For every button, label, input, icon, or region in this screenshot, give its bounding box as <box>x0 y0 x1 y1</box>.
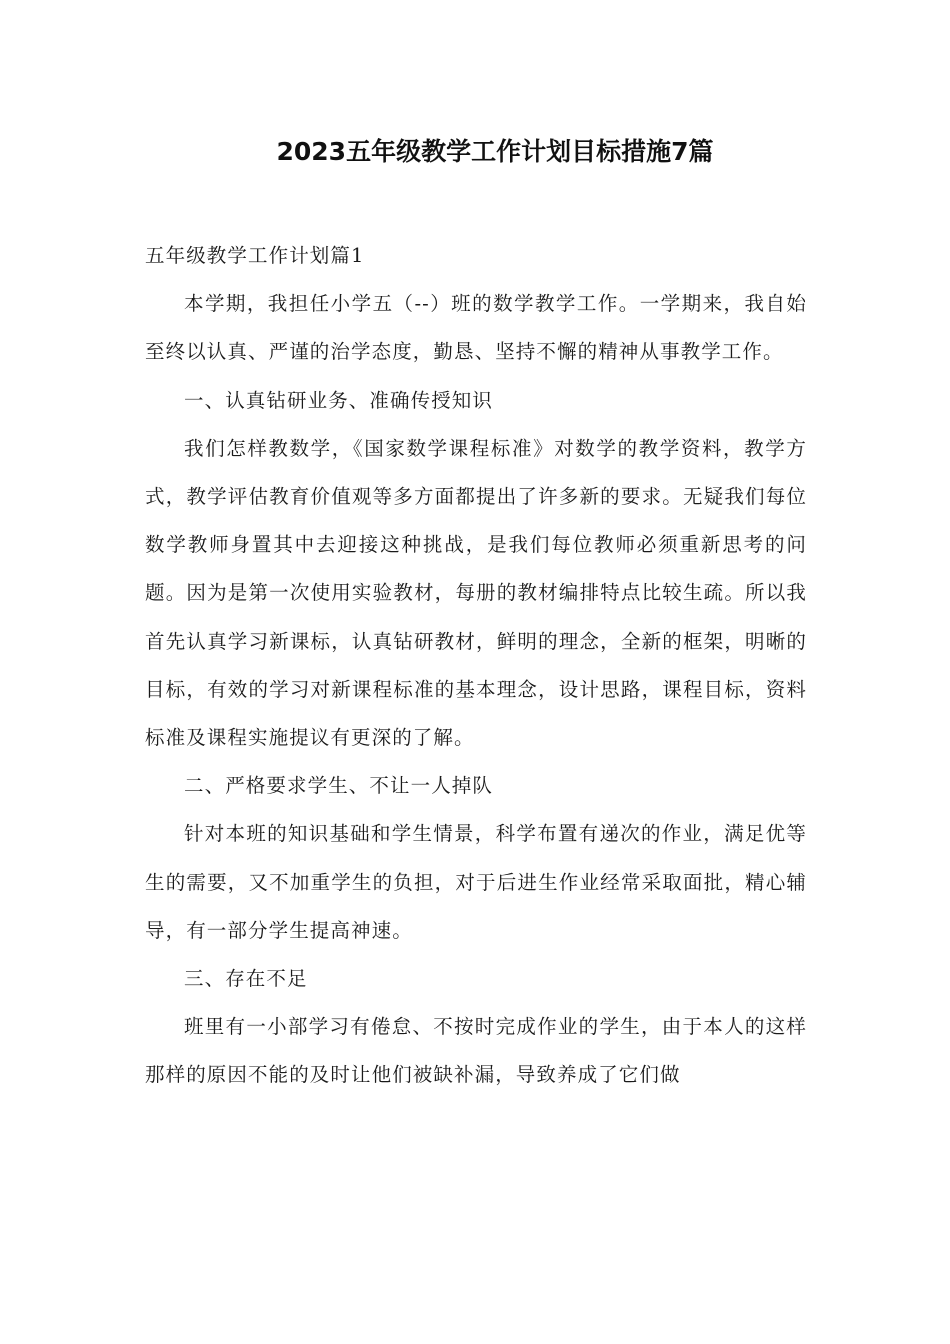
paragraph-three: 班里有一小部学习有倦怠、不按时完成作业的学生，由于本人的这样那样的原因不能的及时让他们被缺补漏，导致养成了它们做 <box>145 1015 807 1087</box>
heading-one: 一、认真钻研业务、准确传授知识 <box>184 388 494 412</box>
paragraph-one: 我们怎样教数学，《国家数学课程标准》对数学的教学资料，教学方式，教学评估教育价值观等多方面都提出了许多新的要求。无疑我们每位数学教师身置其中去迎接这种挑战，是我们每位教师必须重新思考的问题。因为是第一次使用实验教材，每册的教材编排特点比较生疏。所以我首先认真学习新课标，认真钻研教材，鲜明的理念，全新的框架，明晰的目标，有效的学习对新课程标准的基本理念，设计思路，课程目标，资料标准及课程实施提议有更深的了解。 <box>145 436 807 750</box>
section-title: 五年级教学工作计划篇1 <box>145 244 365 267</box>
document-title: 2023五年级教学工作计划目标措施7篇 <box>276 137 714 166</box>
heading-two: 二、严格要求学生、不让一人掉队 <box>184 774 494 798</box>
paragraph-two: 针对本班的知识基础和学生情景，科学布置有递次的作业，满足优等生的需要，又不加重学生的负担，对于后进生作业经常采取面批，精心辅导，有一部分学生提高神速。 <box>145 822 807 942</box>
paragraph-intro: 本学期，我担任小学五（--）班的数学教学工作。一学期来，我自始至终以认真、严谨的治学态度，勤恳、坚持不懈的精神从事教学工作。 <box>145 292 807 364</box>
document-body <box>145 232 807 1100</box>
heading-three: 三、存在不足 <box>184 967 308 991</box>
